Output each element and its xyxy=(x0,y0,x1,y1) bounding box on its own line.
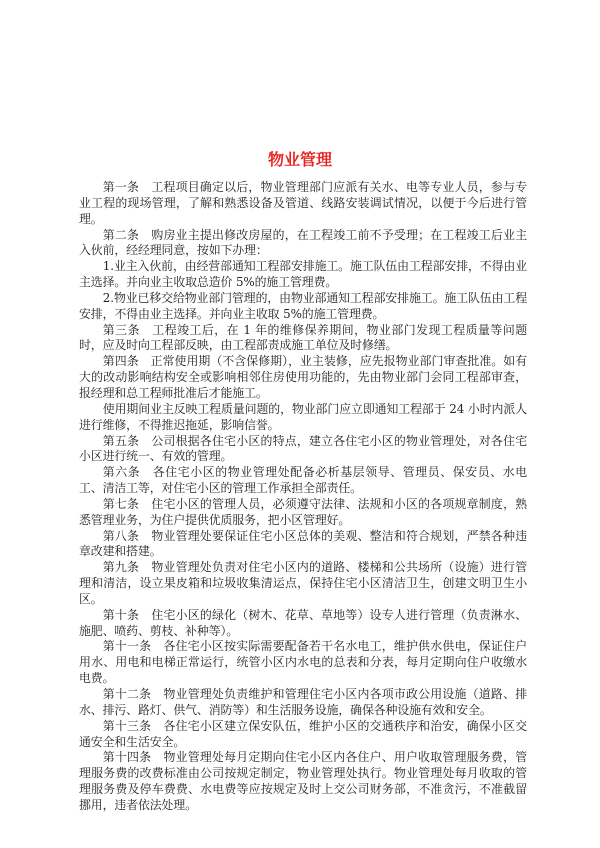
paragraph: 第八条 物业管理处要保证住宅小区总体的美观、整洁和符合规划，严禁各种违章改建和搭建。 xyxy=(79,528,527,559)
paragraph: 第十四条 物业管理处每月定期向住宅小区内各住户、用户收取管理服务费，管理服务费的改费标准由公司按规定制定，物业管理处执行。物业管理处每月收取的管理服务费及停车费费、水电费等应按规定及时上交公司财务部，不准贪污，不准截留挪用，违者依法处理。 xyxy=(79,750,527,812)
paragraph: 第九条 物业管理处负责对住宅小区内的道路、楼梯和公共场所（设施）进行管理和清洁，设立果皮箱和垃圾收集清运点，保持住宅小区清洁卫生，创建文明卫生小区。 xyxy=(79,560,527,606)
paragraph: 第十二条 物业管理处负责维护和管理住宅小区内各项市政公用设施（道路、排水、排污、路灯、供气、消防等）和生活服务设施，确保各种设施有效和安全。 xyxy=(79,687,527,717)
paragraph: 第一条 工程项目确定以后，物业管理部门应派有关水、电等专业人员，参与专业工程的现场管理，了解和熟悉设备及管道、线路安装调试情况，以便于今后进行管理。 xyxy=(79,180,527,226)
paragraph: 第十一条 各住宅小区按实际需要配备若干名水电工，维护供水供电，保证住户用水、用电和电梯正常运行，统管小区内水电的总表和分表，每月定期向住户收缴水电费。 xyxy=(79,639,527,686)
paragraph: 第十条 住宅小区的绿化（树木、花草、草地等）设专人进行管理（负责淋水、施肥、喷药、剪枝、补种等）。 xyxy=(79,607,527,638)
paragraph: 第十三条 各住宅小区建立保安队伍，维护小区的交通秩序和治安，确保小区交通安全和生活安全。 xyxy=(79,718,527,749)
paragraph: 第三条 工程竣工后，在 1 年的维修保养期间，物业部门发现工程质量等问题时，应及时向工程部反映，由工程部责成施工单位及时修缮。 xyxy=(79,322,527,353)
paragraph: 1.业主入伙前，由经营部通知工程部安排施工。施工队伍由工程部安排，不得由业主选择。并向业主收取总造价 5%的施工管理费。 xyxy=(79,259,527,290)
paragraph: 第七条 住宅小区的管理人员，必须遵守法律、法规和小区的各项规章制度，熟悉管理业务，为住户提供优质服务，把小区管理好。 xyxy=(79,496,527,527)
paragraph: 第六条 各住宅小区的物业管理处配备必析基层领导、管理员、保安员、水电工、清洁工等，对住宅小区的管理工作承担全部责任。 xyxy=(79,465,527,496)
paragraph: 使用期间业主反映工程质量问题的，物业部门应立即通知工程部于 24 小时内派人进行维修，不得推迟拖延，影响信誉。 xyxy=(79,401,527,432)
paragraph: 第五条 公司根据各住宅小区的特点，建立各住宅小区的物业管理处，对各住宅小区进行统一、有效的管理。 xyxy=(79,433,527,464)
document-title: 物业管理 xyxy=(267,150,332,169)
paragraph: 第二条 购房业主提出修改房屋的，在工程竣工前不予受理；在工程竣工后业主入伙前，经经理同意，按如下办理： xyxy=(79,227,527,258)
paragraph: 2.物业已移交给物业部门管理的，由物业部通知工程部安排施工。施工队伍由工程安排，不得由业主选择。并向业主收取 5%的施工管理费。 xyxy=(79,290,527,321)
paragraph: 第四条 正常使用期（不含保修期），业主装修，应先报物业部门审查批准。如有大的改动影响结构安全或影响相邻住房使用功能的，先由物业部门会同工程部审查，报经理和总工程师批准后才能施工。 xyxy=(79,354,527,400)
document-body xyxy=(79,180,527,814)
